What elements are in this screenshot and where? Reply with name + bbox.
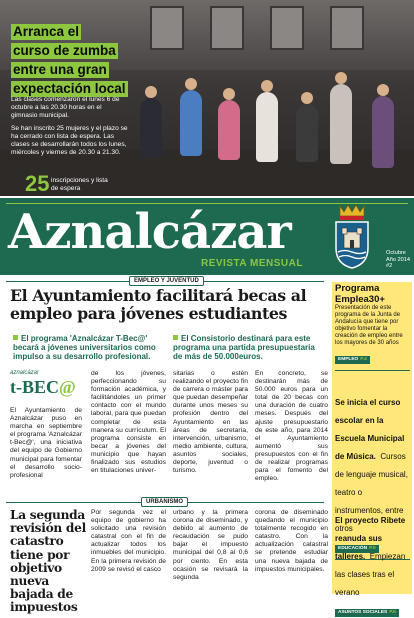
issue-month: Octubre [386,250,406,256]
badge-label: ASUNTOS SOCIALES [338,610,388,615]
dancer-figure [180,90,202,156]
issue-info [386,250,410,270]
dancer-figure [256,92,278,162]
article-column: En concreto, se destinarán más de 50.000 euros para un total de 20 becas con una duración de cuatro meses. Después del ajuste presupuestario de este año, para 2014 el Ayuntamiento aumentó sus presupuestos con el fin de realizar programas para el fomento del empleo. [255,370,328,483]
cover-caption-paragraph: Las clases comenzaron el lunes 6 de octubre a las 20.30 horas en el gimnasio municipal. [11,96,120,119]
dancer-figure [372,96,394,168]
logo-wordmark-text: t-BEC [10,377,59,397]
cover-headline-line: expectación local [13,81,126,96]
sidebar-item [335,284,410,376]
badge-page: P.6 [389,610,396,615]
article-highlight [13,334,163,362]
section-tag: URBANISMO [141,497,188,507]
sidebar-item-text: Presentación de este programa de la Junta de Andalucía que tiene por objetivo fomentar la creación de empleo entre los mayores de 30 años [335,305,403,346]
logo-at-sign: @ [59,377,76,397]
highlight-text: El Consistorio destinará para este programa una partida presupuestaria de más de 50.000euros. [173,334,315,362]
issue-number: #2 [386,263,393,269]
second-headline: La segunda revisión del catastro tiene por objetivo nueva bajada de impuestos [10,508,86,615]
sidebar-item-text: Empiezan las clases tras el verano [335,552,406,597]
section-tag: EMPLEO Y JUVENTUD [129,276,204,286]
cover-headline [11,23,126,99]
article-column: urbano y la primera corona de diseminado, y debido al aumento de recaudación se pudo bajar el impuesto municipal del 0,8 al 0,6 por ciento. En esta ocasión se revisará la segunda [173,509,248,581]
cover-caption [11,96,129,162]
badge-label: EDUCACIÓN [338,546,368,551]
gym-window [150,6,184,50]
main-headline: El Ayuntamiento facilitará becas al empleo para jóvenes estudiantes [10,286,307,323]
article-highlight [173,334,326,362]
article-column: corona de diseminado quedando el municipio totalmente recogido en catastro. Con la actualización catastral se pretende estudiar una nueva bajada de impuestos municipales. [255,509,328,573]
highlight-text: El programa 'Aznalcázar T-Bec@' becará a jóvenes universitarios como impulso a su desarrollo profesional. [13,334,156,362]
article-column: El Ayuntamiento de Aznalcázar puso en marcha en septiembre el programa 'Aznalcázar t-Bec@', una iniciativa del equipo de Gobierno municipal para fomentar el desarrollo socio-profesional [10,407,82,479]
sidebar-item-title: Se inicia el curso escolar en la Escuela Municipal de Música. [335,398,405,461]
tbeca-logo [10,370,76,400]
sidebar-category-badge [335,356,370,364]
badge-page: P.4 [360,357,367,362]
sidebar-item-title: El proyecto Ribete reanuda sus talleres. [335,516,406,561]
dancer-figure [330,84,352,164]
sidebar-item-text: Cursos de lenguaje musical, teatro o instrumentos, entre otros [335,452,408,533]
bullet-square-icon [13,335,18,340]
bullet-square-icon [173,335,178,340]
article-column: sitarias o estén realizando el proyecto fin de carrera o máster para que puedan desempeñar durante unos meses su profesión dentro del Ayuntamiento en las áreas de secretaría, intervención, urbanismo, medio ambiente, cultura, asuntos sociales, deporte, juventud o turismo. [173,370,248,475]
cover-caption-paragraph: Se han inscrito 25 mujeres y el plazo se ha cerrado con lista de espera. Las clases se desarrollarán todos los lunes, miércoles y viernes de 20.30 a 21.30. [11,125,128,156]
article-column: de los jóvenes, perfeccionando su formación académica, y facilitándoles un primer contacto con el mundo laboral, para que puedan completar de esta manera su currículum. El programa consiste en becar a jóvenes del municipio que hayan finalizado sus estudios en titulaciones univer- [91,370,166,475]
sidebar-summary [332,282,412,615]
cover-headline-line: Arranca el [13,24,80,39]
gym-window [330,6,364,50]
badge-label: EMPLEO [338,357,359,362]
cover-headline-line: entre una gran [13,62,107,77]
cover-headline-line: curso de zumba [13,43,116,58]
logo-caption: aznalcázar [10,370,40,376]
issue-year: Año 2014 [386,256,410,263]
masthead-subtitle: REVISTA MENSUAL [201,258,303,269]
gym-window [270,6,304,50]
article-column: Por segunda vez el equipo de gobierno ha solicitado una revisión catastral con el fin de actualizar todos los inmuebles del municipio. En la primera revisión de 2009 se revisó el casco [91,509,166,573]
sidebar-divider [335,370,410,371]
coat-of-arms-icon [330,202,374,270]
badge-page: P.5 [369,546,376,551]
dancer-figure [296,104,318,162]
logo-wordmark [10,377,76,397]
dancer-figure [218,100,240,160]
stat-number: 25 [25,171,50,196]
gym-window [210,6,244,50]
dancer-figure [140,98,162,158]
stat-label: inscripciones y lista de espera [51,177,108,192]
sidebar-item [335,510,410,618]
masthead-title: Aznalcázar [8,204,291,260]
sidebar-item-title: Programa Emplea30+ [335,283,385,305]
masthead [0,198,414,275]
sidebar-category-badge [335,609,399,617]
cover-photo [0,0,414,196]
